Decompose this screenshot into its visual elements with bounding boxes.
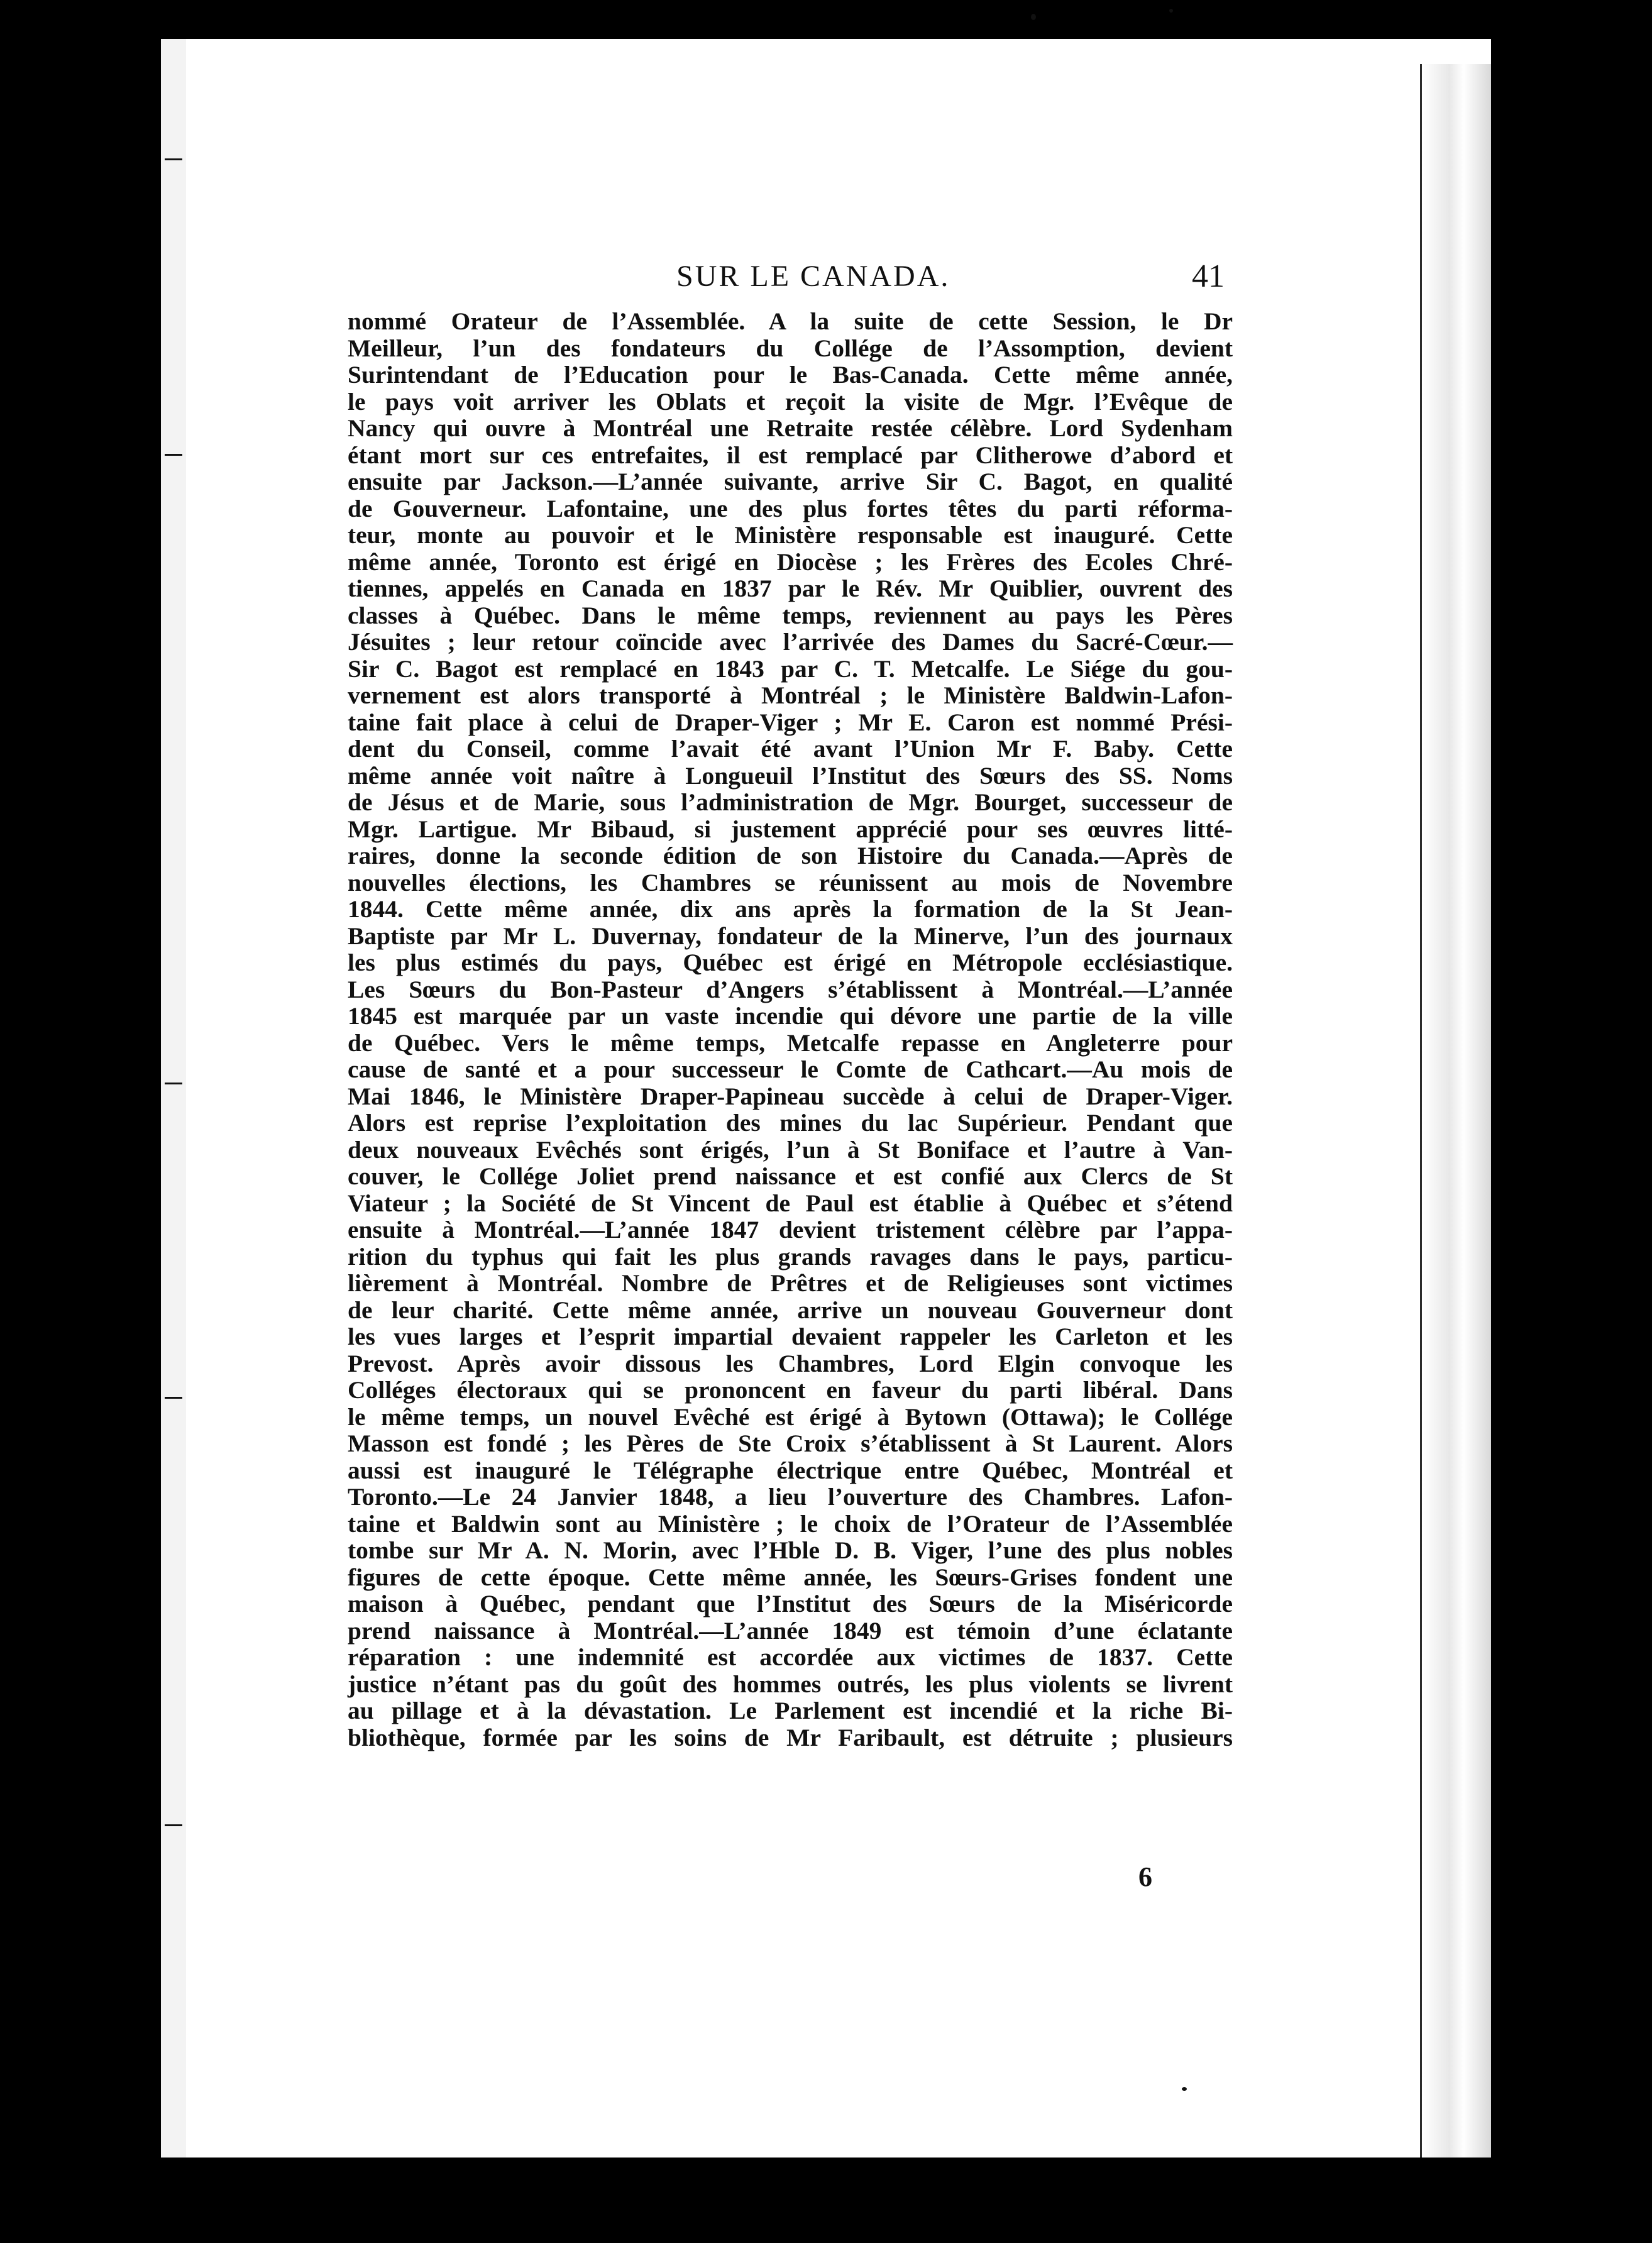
text-line: teur, monte au pouvoir et le Ministère responsable est inauguré. Cette	[348, 521, 1233, 549]
body-text	[348, 308, 1233, 1751]
text-line: bliothèque, formée par les soins de Mr Faribault, est détruite ; plusieurs	[348, 1723, 1233, 1751]
text-line: maison à Québec, pendant que l’Institut des Sœurs de la Miséricorde	[348, 1590, 1233, 1617]
text-line: Colléges électoraux qui se prononcent en faveur du parti libéral. Dans	[348, 1376, 1233, 1404]
text-line: taine fait place à celui de Draper-Viger ; Mr E. Caron est nommé Prési-	[348, 708, 1233, 736]
text-line: deux nouveaux Evêchés sont érigés, l’un à St Boniface et l’autre à Van-	[348, 1135, 1233, 1164]
binding-mark	[165, 1397, 182, 1399]
text-line: Sir C. Bagot est remplacé en 1843 par C. T. Metcalfe. Le Siége du gou-	[348, 654, 1233, 683]
text-sheet	[186, 39, 1422, 2158]
text-line: figures de cette époque. Cette même année, les Sœurs-Grises fondent une	[348, 1563, 1233, 1591]
text-line: tiennes, appelés en Canada en 1837 par le Rév. Mr Quiblier, ouvrent des	[348, 575, 1233, 602]
text-line: Nancy qui ouvre à Montréal une Retraite restée célèbre. Lord Sydenham	[348, 414, 1233, 442]
scan-speck	[1182, 2087, 1187, 2091]
text-line: les vues larges et l’esprit impartial devaient rappeler les Carleton et les	[348, 1323, 1233, 1350]
binding-mark	[165, 1824, 182, 1826]
running-head: SUR LE CANADA.	[676, 260, 950, 293]
binding-gutter	[161, 39, 187, 2158]
binding-mark	[165, 1083, 182, 1084]
text-line: 1844. Cette même année, dix ans après la formation de la St Jean-	[348, 895, 1233, 923]
text-line: Toronto.—Le 24 Janvier 1848, a lieu l’ouverture des Chambres. Lafon-	[348, 1483, 1233, 1511]
text-line: prend naissance à Montréal.—L’année 1849 est témoin d’une éclatante	[348, 1616, 1233, 1645]
text-line: ensuite à Montréal.—L’année 1847 devient tristement célèbre par l’appa-	[348, 1216, 1233, 1243]
text-line: nouvelles élections, les Chambres se réunissent au mois de Novembre	[348, 868, 1233, 896]
text-line: ensuite par Jackson.—L’année suivante, arrive Sir C. Bagot, en qualité	[348, 468, 1233, 495]
text-line: le même temps, un nouvel Evêché est érigé à Bytown (Ottawa); le Collége	[348, 1403, 1233, 1431]
binding-mark	[165, 454, 182, 456]
text-line: de Québec. Vers le même temps, Metcalfe repasse en Angleterre pour	[348, 1028, 1233, 1057]
text-line: lièrement à Montréal. Nombre de Prêtres et de Religieuses sont victimes	[348, 1269, 1233, 1297]
page-number: 41	[1192, 258, 1225, 294]
text-line: rition du typhus qui fait les plus grands ravages dans le pays, particu-	[348, 1242, 1233, 1270]
text-line: Les Sœurs du Bon-Pasteur d’Angers s’établissent à Montréal.—L’année	[348, 975, 1233, 1003]
scanned-page	[161, 39, 1491, 2158]
text-line: étant mort sur ces entrefaites, il est remplacé par Clitherowe d’abord et	[348, 441, 1233, 469]
text-line: nommé Orateur de l’Assemblée. A la suite de cette Session, le Dr	[348, 307, 1233, 335]
text-line: de Gouverneur. Lafontaine, une des plus fortes têtes du parti réforma-	[348, 494, 1233, 522]
text-line: au pillage et à la dévastation. Le Parlement est incendié et la riche Bi-	[348, 1697, 1233, 1724]
text-line: Mgr. Lartigue. Mr Bibaud, si justement apprécié pour ses œuvres litté-	[348, 815, 1233, 843]
text-line: de Jésus et de Marie, sous l’administration de Mgr. Bourget, successeur de	[348, 788, 1233, 816]
scan-speck	[1031, 14, 1036, 20]
text-line: dent du Conseil, comme l’avait été avant l’Union Mr F. Baby. Cette	[348, 735, 1233, 763]
text-line: Baptiste par Mr L. Duvernay, fondateur de la Minerve, l’un des journaux	[348, 922, 1233, 950]
text-line: même année, Toronto est érigé en Diocèse ; les Frères des Ecoles Chré-	[348, 548, 1233, 576]
text-line: cause de santé et a pour successeur le Comte de Cathcart.—Au mois de	[348, 1055, 1233, 1083]
text-line: Surintendant de l’Education pour le Bas-Canada. Cette même année,	[348, 361, 1233, 389]
text-line: réparation : une indemnité est accordée aux victimes de 1837. Cette	[348, 1643, 1233, 1671]
text-line: de leur charité. Cette même année, arrive un nouveau Gouverneur dont	[348, 1296, 1233, 1324]
text-line: justice n’étant pas du goût des hommes outrés, les plus violents se livrent	[348, 1670, 1233, 1698]
text-line: Prevost. Après avoir dissous les Chambres, Lord Elgin convoque les	[348, 1349, 1233, 1377]
signature-mark: 6	[1138, 1861, 1152, 1892]
scan-speck	[1169, 9, 1173, 13]
text-line: raires, donne la seconde édition de son Histoire du Canada.—Après de	[348, 842, 1233, 869]
text-line: tombe sur Mr A. N. Morin, avec l’Hble D. B. Viger, l’une des plus nobles	[348, 1536, 1233, 1564]
text-line: 1845 est marquée par un vaste incendie qui dévore une partie de la ville	[348, 1002, 1233, 1030]
binding-mark	[165, 158, 182, 160]
text-line: couver, le Collége Joliet prend naissance et est confié aux Clercs de St	[348, 1162, 1233, 1190]
text-line: Jésuites ; leur retour coïncide avec l’arrivée des Dames du Sacré-Cœur.—	[348, 628, 1233, 656]
text-line: Alors est reprise l’exploitation des mines du lac Supérieur. Pendant que	[348, 1109, 1233, 1137]
text-line: Mai 1846, le Ministère Draper-Papineau succède à celui de Draper-Viger.	[348, 1082, 1233, 1110]
text-line: Viateur ; la Société de St Vincent de Paul est établie à Québec et s’étend	[348, 1189, 1233, 1217]
page-edge	[1420, 64, 1491, 2158]
text-line: le pays voit arriver les Oblats et reçoit la visite de Mgr. l’Evêque de	[348, 387, 1233, 416]
text-line: même année voit naître à Longueuil l’Institut des Sœurs des SS. Noms	[348, 761, 1233, 790]
text-line: aussi est inauguré le Télégraphe électrique entre Québec, Montréal et	[348, 1456, 1233, 1484]
text-line: Masson est fondé ; les Pères de Ste Croix s’établissent à St Laurent. Alors	[348, 1430, 1233, 1457]
text-line: Meilleur, l’un des fondateurs du Collége de l’Assomption, devient	[348, 334, 1233, 362]
text-line: vernement est alors transporté à Montréal ; le Ministère Baldwin-Lafon-	[348, 681, 1233, 709]
text-line: les plus estimés du pays, Québec est érigé en Métropole ecclésiastique.	[348, 949, 1233, 976]
text-line: classes à Québec. Dans le même temps, reviennent au pays les Pères	[348, 601, 1233, 629]
text-line: taine et Baldwin sont au Ministère ; le choix de l’Orateur de l’Assemblée	[348, 1509, 1233, 1538]
